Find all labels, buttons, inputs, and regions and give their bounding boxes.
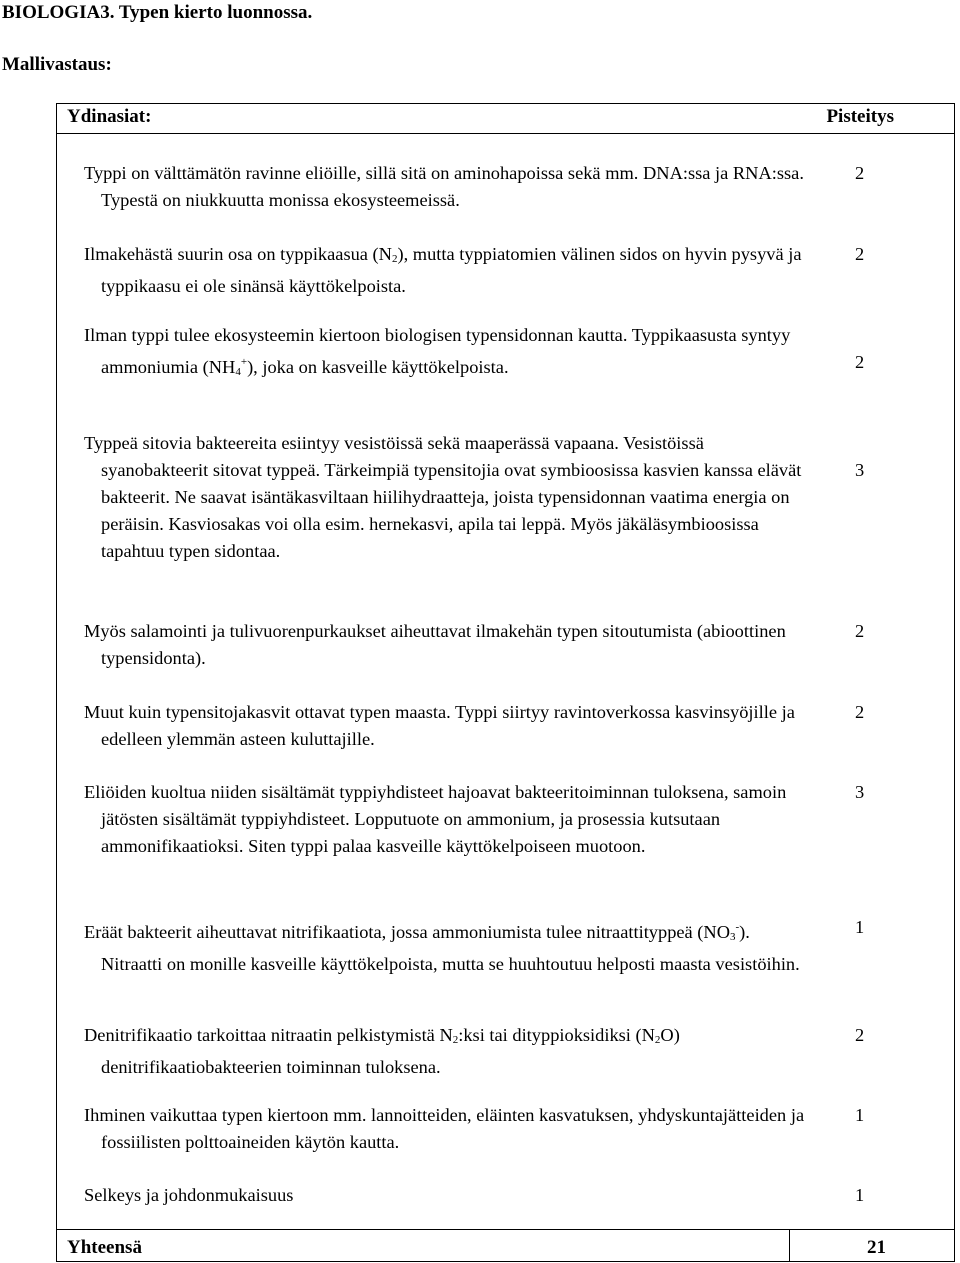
header-scoring: Pisteitys bbox=[826, 106, 894, 127]
item-points: 2 bbox=[855, 621, 865, 641]
list-item: Ilman typpi tulee ekosysteemin kiertoon biologisen typensidonnan kautta. Typpikaasusta syntyy ammoniumia $(NH_4^+)$, joka on kasveille käyttökelpoista. bbox=[84, 325, 791, 378]
header-divider bbox=[57, 133, 954, 134]
list-item: Eliöiden kuoltua niiden sisältämät typpiyhdisteet hajoavat bakteeritoiminnan tuloksena, samoin jätösten sisältämät typpiyhdisteet. Lopputuote on ammonium, ja prosessia kutsutaan ammonifikaatioksi. Siten typpi palaa kasveille käyttökelpoiseen muotoon. bbox=[84, 782, 787, 856]
header-core-topics: Ydinasiat: bbox=[67, 106, 152, 127]
item-points: 2 bbox=[855, 702, 865, 722]
footer-divider bbox=[57, 1229, 954, 1230]
list-item: Ihminen vaikuttaa typen kiertoon mm. lannoitteiden, eläinten kasvatuksen, yhdyskuntajätteiden ja fossiilisten polttoaineiden käytön kautta. bbox=[84, 1105, 805, 1152]
list-item: Eräät bakteerit aiheuttavat nitrifikaatiota, jossa ammoniumista tulee nitraattityppeä $(NO_3^-)$. Nitraatti on monille kasveille käyttökelpoista, mutta se huuhtoutuu helposti maasta vesistöihin. bbox=[84, 921, 800, 974]
item-points: 2 bbox=[855, 163, 865, 183]
item-points: 2 bbox=[855, 244, 865, 264]
page-subtitle: Mallivastaus: bbox=[2, 54, 112, 75]
total-label: Yhteensä bbox=[67, 1237, 142, 1258]
item-points: 1 bbox=[855, 1105, 865, 1125]
list-item: Ilmakehästä suurin osa on typpikaasua $(N_2)$, mutta typpiatomien välinen sidos on hyvin pysyvä ja typpikaasu ei ole sinänsä käyttökelpoista. bbox=[84, 244, 802, 296]
list-item: Denitrifikaatio tarkoittaa nitraatin pelkistymistä $N_2:ksi$ tai dityppioksidiksi $(N_2O)$ denitrifikaatiobakteerien toiminnan tuloksena. bbox=[84, 1025, 680, 1077]
item-points: 3 bbox=[855, 782, 865, 802]
scoring-table bbox=[56, 103, 955, 1262]
list-item: Typpi on välttämätön ravinne eliöille, sillä sitä on aminohapoissa sekä mm. DNA:ssa ja RNA:ssa. Typestä on niukkuutta monissa ekosysteemeissä. bbox=[84, 163, 804, 210]
list-item: Myös salamointi ja tulivuorenpurkaukset aiheuttavat ilmakehän typen sitoutumista (abioottinen typensidonta). bbox=[84, 621, 786, 668]
item-points: 2 bbox=[855, 352, 865, 372]
list-item: Muut kuin typensitojakasvit ottavat typen maasta. Typpi siirtyy ravintoverkossa kasvinsyöjille ja edelleen ylemmän asteen kuluttajille. bbox=[84, 702, 795, 749]
item-points: 3 bbox=[855, 460, 865, 480]
footer-column-divider bbox=[789, 1229, 790, 1261]
item-points: 2 bbox=[855, 1025, 865, 1045]
total-value: 21 bbox=[867, 1237, 886, 1258]
list-item: Selkeys ja johdonmukaisuus bbox=[84, 1185, 294, 1205]
page-title: BIOLOGIA3. Typen kierto luonnossa. bbox=[2, 2, 313, 23]
list-item: Typpeä sitovia bakteereita esiintyy vesistöissä sekä maaperässä vapaana. Vesistöissä syanobakteerit sitovat typpeä. Tärkeimpiä typensitojia ovat symbioosissa kasvien kanssa elävät bakteerit. Ne saavat isäntäkasviltaan hiilihydraatteja, joista typensidonnan vaatima energia on peräisin. Kasviosakas voi olla esim. hernekasvi, apila tai leppä. Myös jäkäläsymbioosissa tapahtuu typen sidontaa. bbox=[84, 433, 802, 561]
item-points: 1 bbox=[855, 1185, 865, 1205]
item-points: 1 bbox=[855, 917, 865, 937]
